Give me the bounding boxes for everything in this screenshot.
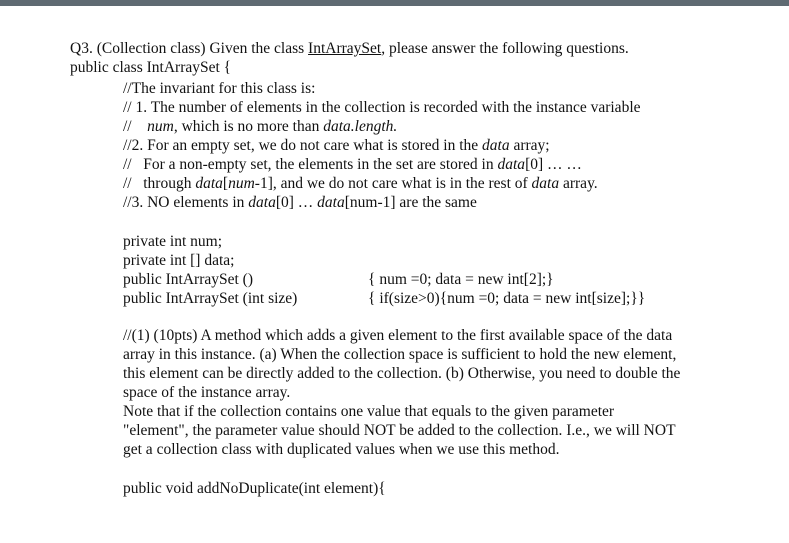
top-window-bar <box>0 0 789 6</box>
invariant-line-5: // through data[num-1], and we do not care what is in the rest of data array. <box>123 175 598 192</box>
task-line-3: this element can be directly added to the collection. (b) Otherwise, you need to double the <box>123 365 681 382</box>
sized-constructor: public IntArraySet (int size) <box>123 290 298 307</box>
invariant-line-4: // For a non-empty set, the elements in the set are stored in data[0] … … <box>123 156 582 173</box>
invariant-intro: //The invariant for this class is: <box>123 80 316 97</box>
default-constructor-body: { num =0; data = new int[2];} <box>368 271 554 288</box>
task-line-1: //(1) (10pts) A method which adds a given element to the first available space of the data <box>123 327 673 344</box>
task-line-5: Note that if the collection contains one value that equals to the given parameter <box>123 403 615 420</box>
class-name-link: IntArraySet <box>308 40 382 57</box>
default-constructor: public IntArraySet () <box>123 271 253 288</box>
method-signature: public void addNoDuplicate(int element){ <box>123 480 386 497</box>
task-line-2: array in this instance. (a) When the collection space is sufficient to hold the new element, <box>123 346 677 363</box>
invariant-line-2: // num, which is no more than data.length. <box>123 118 398 135</box>
invariant-line-6: //3. NO elements in data[0] … data[num-1] are the same <box>123 194 477 211</box>
question-heading: Q3. (Collection class) Given the class IntArraySet, please answer the following questions. <box>70 40 629 57</box>
class-declaration: public class IntArraySet { <box>70 59 232 76</box>
field-data-declaration: private int [] data; <box>123 252 235 269</box>
task-line-6: "element", the parameter value should NOT be added to the collection. I.e., we will NOT <box>123 422 676 439</box>
task-line-7: get a collection class with duplicated values when we use this method. <box>123 441 560 458</box>
field-num-declaration: private int num; <box>123 233 223 250</box>
task-line-4: space of the instance array. <box>123 384 291 401</box>
sized-constructor-body: { if(size>0){num =0; data = new int[size];}} <box>368 290 646 307</box>
invariant-line-3: //2. For an empty set, we do not care what is stored in the data array; <box>123 137 550 154</box>
invariant-line-1: // 1. The number of elements in the collection is recorded with the instance variable <box>123 99 641 116</box>
